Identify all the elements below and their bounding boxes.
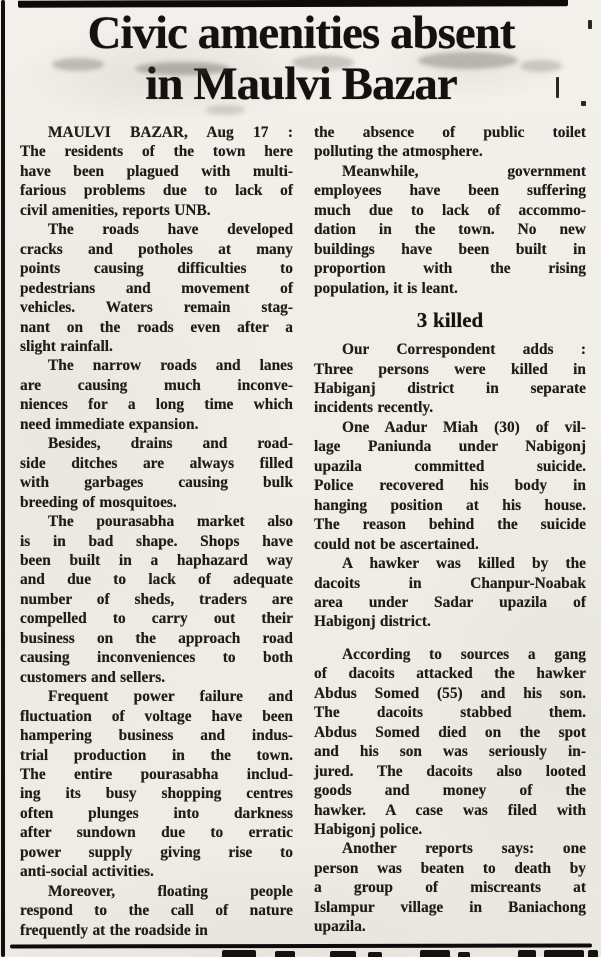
cut-off-text-fragment <box>330 951 356 957</box>
text-line: dation in the town. No new <box>314 221 586 239</box>
text-line: compelled to carry out their <box>20 610 293 628</box>
text-line: Three persons were killed in <box>314 360 586 378</box>
cut-off-text-fragment <box>458 952 470 957</box>
text-line: causing inconveniences to both <box>20 649 293 667</box>
text-line: Meanwhile, government <box>342 162 586 180</box>
scan-artifact <box>588 20 592 29</box>
paragraph <box>20 882 293 940</box>
text-line: Habigonj police. <box>314 820 423 838</box>
text-line: need immediate expansion. <box>20 415 199 433</box>
text-line: lage Paniunda under Nabigonj <box>314 438 586 456</box>
text-line: are causing much inconve- <box>20 376 293 394</box>
text-line: The pourasabha market also <box>48 513 293 531</box>
scan-smudge <box>520 60 562 72</box>
text-line: The dacoits stabbed them. <box>314 704 586 722</box>
text-line: have been plagued with multi- <box>20 162 293 180</box>
text-line: The residents of the town here <box>20 143 293 161</box>
paragraph <box>314 418 586 554</box>
text-line: slight rainfall. <box>20 337 113 355</box>
text-line: number of sheds, traders are <box>20 590 293 608</box>
scan-artifact <box>556 77 559 98</box>
text-line: According to sources a gang <box>342 645 586 663</box>
left-border-rule <box>1 0 5 957</box>
text-line: The entire pourasabha includ- <box>20 765 293 783</box>
bottom-border-rule <box>10 943 592 948</box>
headline-line-2: in Maulvi Bazar <box>145 58 457 110</box>
text-line: Moreover, floating people <box>48 882 293 900</box>
text-line: polluting the atmosphere. <box>314 143 483 161</box>
cut-off-text-fragment <box>588 950 598 957</box>
text-line: goods and money of the <box>314 782 586 800</box>
paragraph <box>314 340 586 418</box>
cut-off-text-fragment <box>368 952 382 957</box>
text-line: upazila. <box>314 918 366 936</box>
scan-smudge <box>292 55 354 70</box>
text-line: anti-social activities. <box>20 863 154 881</box>
text-line: hanging position at his house. <box>314 496 586 514</box>
scan-artifact <box>581 101 586 106</box>
text-line: points causing difficulties to <box>20 260 293 278</box>
text-line: Besides, drains and road- <box>48 435 293 453</box>
text-line: is in bad shape. Shops have <box>20 532 293 550</box>
text-line: the absence of public toilet <box>314 124 586 141</box>
text-line: customers and sellers. <box>20 668 166 686</box>
scan-smudge <box>418 52 518 69</box>
text-line: The roads have developed <box>48 221 293 239</box>
text-line: Habiganj district in separate <box>314 379 586 397</box>
text-line: Abdus Somed (55) and his son. <box>314 684 586 702</box>
text-line: Police recovered his body in <box>314 477 586 495</box>
cut-off-text-fragment <box>420 950 450 957</box>
text-line: with garbages causing bulk <box>20 474 293 492</box>
text-line: The narrow roads and lanes <box>48 357 293 375</box>
cut-off-text-fragment <box>518 950 536 957</box>
text-line: The reason behind the suicide <box>314 516 586 534</box>
text-line: buildings have been built in <box>314 240 586 258</box>
text-line: civil amenities, reports UNB. <box>20 201 211 219</box>
cut-off-text-fragment <box>544 950 584 957</box>
text-line: could not be ascertained. <box>314 535 479 553</box>
text-line: and due to lack of adequate <box>20 571 293 589</box>
text-line: population, it is leant. <box>314 279 458 297</box>
text-line: side ditches are always filled <box>20 454 293 472</box>
text-line: employees have been suffering <box>314 182 586 200</box>
article-column-right <box>314 123 586 937</box>
text-line: fluctuation of voltage have been <box>20 707 293 725</box>
text-line: after sundown due to erratic <box>20 824 293 842</box>
paragraph <box>314 839 586 936</box>
text-line: Abdus Somed died on the spot <box>314 723 586 741</box>
paragraph <box>314 123 586 162</box>
text-line: trial production in the town. <box>20 746 293 764</box>
text-line: cracks and potholes at many <box>20 240 293 258</box>
text-line: vehicles. Waters remain stag- <box>20 299 293 317</box>
cut-off-text-fragment <box>275 951 295 957</box>
text-line: nant on the roads even after a <box>20 318 293 336</box>
headline-line-1: Civic amenities absent <box>87 7 515 59</box>
paragraph <box>20 356 293 434</box>
section-subheading: 3 killed <box>416 308 484 333</box>
text-line: Islampur village in Baniachong <box>314 898 586 916</box>
text-line: a group of miscreants at <box>314 879 586 897</box>
text-line: hampering business and indus- <box>20 727 293 745</box>
text-line: of dacoits attacked the hawker <box>314 665 586 683</box>
paragraph <box>314 645 586 840</box>
paragraph <box>20 123 293 220</box>
scan-smudge <box>205 105 245 115</box>
paragraph <box>20 220 293 356</box>
text-line: proportion with the rising <box>314 260 586 278</box>
text-line: ing its busy shopping centres <box>20 785 293 803</box>
text-line: business on the approach road <box>20 629 293 647</box>
text-line: jured. The dacoits also looted <box>314 762 586 780</box>
text-line: incidents recently. <box>314 399 434 417</box>
text-line: frequently at the roadside in <box>20 921 208 939</box>
text-line: Our Correspondent adds : <box>342 341 586 359</box>
text-line: farious problems due to lack of <box>20 182 293 200</box>
text-line: Habigonj district. <box>314 613 431 631</box>
text-line: much due to lack of accommo- <box>314 201 586 219</box>
paragraph <box>314 554 586 632</box>
text-line: Another reports says: one <box>342 840 586 858</box>
text-line: upazila committed suicide. <box>314 457 586 475</box>
paragraph <box>20 512 293 687</box>
text-line: power supply giving rise to <box>20 843 293 861</box>
text-line: MAULVI BAZAR, Aug 17 : <box>48 124 293 141</box>
text-line: hawker. A case was filed with <box>314 801 586 819</box>
paragraph <box>314 162 586 298</box>
article-column-left <box>20 123 293 940</box>
text-line: person was beaten to death by <box>314 859 586 877</box>
paragraph <box>20 434 293 512</box>
text-line: A hawker was killed by the <box>342 555 586 573</box>
scan-smudge <box>135 62 230 75</box>
text-line: and his son was seriously in- <box>314 743 586 761</box>
text-line: Frequent power failure and <box>48 688 293 706</box>
text-line: One Aadur Miah (30) of vil- <box>342 418 586 436</box>
cut-off-text-fragment <box>222 950 256 957</box>
text-line: been built in a haphazard way <box>20 551 293 569</box>
text-line: dacoits in Chanpur-Noabak <box>314 574 586 592</box>
text-line: often plunges into darkness <box>20 804 293 822</box>
text-line: breeding of mosquitoes. <box>20 493 177 511</box>
text-line: pedestrians and movement of <box>20 279 293 297</box>
text-line: respond to the call of nature <box>20 902 293 920</box>
text-line: niences for a long time which <box>20 396 293 414</box>
paragraph <box>20 687 293 882</box>
text-line: area under Sadar upazila of <box>314 593 586 611</box>
scan-smudge <box>52 58 104 71</box>
